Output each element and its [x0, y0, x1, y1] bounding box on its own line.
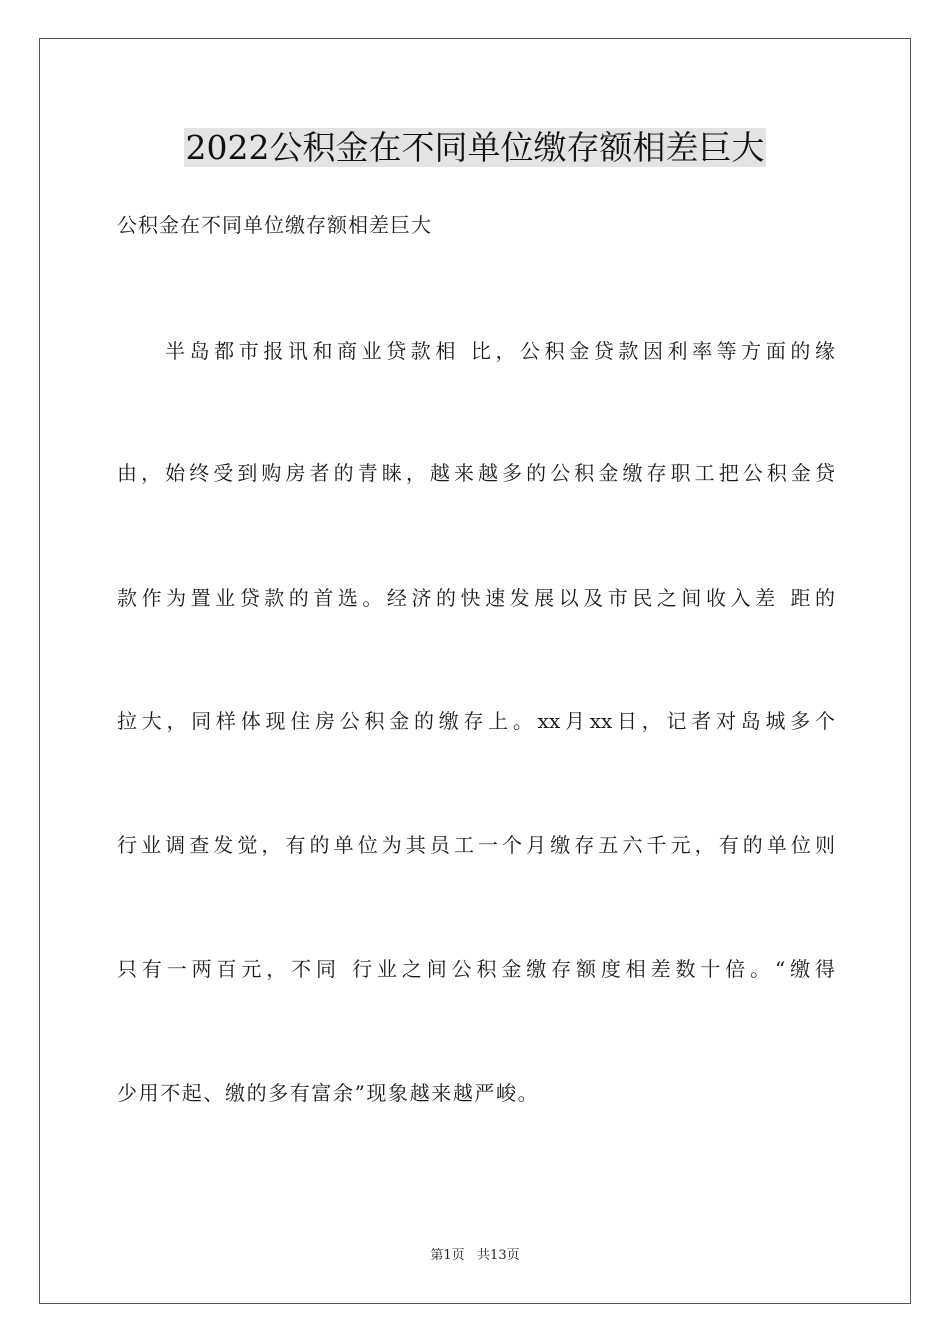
page-footer: 第1页 共13页	[430, 1248, 520, 1263]
paragraph-line: 行业调查发觉，有的单位为其员工一个月缴存五六千元，有的单位则	[117, 833, 835, 857]
paragraph-line: 由，始终受到购房者的青睐，越来越多的公积金缴存职工把公积金贷	[117, 461, 835, 485]
paragraph-line: 少用不起、缴的多有富余”现象越来越严峻。	[117, 1081, 540, 1105]
paragraph-line: 只有一两百元，不同 行业之间公积金缴存额度相差数十倍。“缴得	[117, 957, 835, 981]
document-title	[0, 126, 950, 170]
paragraph-line: 拉大，同样体现住房公积金的缴存上。xx月xx日，记者对岛城多个	[117, 709, 835, 733]
paragraph-line: 款作为置业贷款的首选。经济的快速发展以及市民之间收入差 距的	[117, 586, 835, 610]
paragraph-line: 半岛都市报讯和商业贷款相 比，公积金贷款因利率等方面的缘	[165, 339, 835, 363]
document-subtitle: 公积金在不同单位缴存额相差巨大	[117, 213, 432, 237]
document-title-text: 2022公积金在不同单位缴存额相差巨大	[185, 128, 765, 167]
